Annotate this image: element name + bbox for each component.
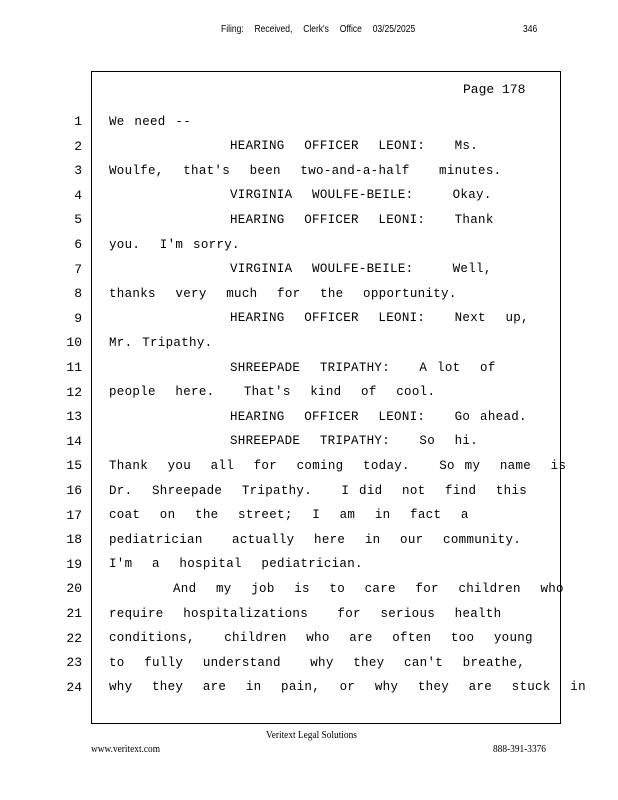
transcript-line: I'm a hospital pediatrician. — [109, 557, 363, 572]
line-number: 24 — [66, 679, 82, 695]
sheet-number: 346 — [523, 24, 538, 35]
transcript-line: HEARING OFFICER LEONI: Go ahead. — [230, 409, 527, 424]
line-number: 23 — [66, 655, 82, 671]
transcript-line: SHREEPADE TRIPATHY: So hi. — [230, 434, 479, 449]
transcript-line: why they are in pain, or why they are stuck in — [109, 680, 586, 695]
transcript-line: Woulfe, that's been two-and-a-half minutes. — [109, 163, 502, 178]
transcript-line: HEARING OFFICER LEONI: Ms. — [230, 139, 479, 154]
line-number: 2 — [74, 138, 82, 154]
clerks-label: Clerk's — [303, 24, 329, 35]
line-number: 6 — [74, 237, 82, 252]
line-number: 19 — [66, 556, 82, 572]
line-number: 7 — [74, 261, 82, 277]
footer-phone: 888-391-3376 — [493, 743, 546, 755]
received-label: Received, — [254, 24, 293, 35]
line-number: 16 — [66, 483, 82, 498]
line-number: 13 — [66, 409, 82, 425]
line-number: 12 — [66, 384, 82, 400]
transcript-line: people here. That's kind of cool. — [109, 385, 436, 400]
line-number: 18 — [66, 532, 82, 548]
transcript-line: SHREEPADE TRIPATHY: A lot of — [230, 360, 496, 375]
line-number: 3 — [74, 163, 82, 179]
filing-date: 03/25/2025 — [372, 24, 416, 35]
transcript-line: Thank you all for coming today. So my name is — [109, 458, 567, 473]
line-number: 11 — [66, 360, 82, 375]
transcript-line: We need -- — [109, 114, 192, 129]
transcript-line: thanks very much for the opportunity. — [109, 286, 457, 301]
transcript-line: pediatrician actually here in our community. — [109, 532, 522, 547]
line-number: 20 — [66, 581, 82, 597]
transcript-line: conditions, children who are often too young — [109, 631, 533, 646]
line-number: 5 — [74, 212, 82, 228]
footer-company: Veritext Legal Solutions — [266, 729, 357, 741]
line-number: 17 — [66, 507, 82, 523]
transcript-line: to fully understand why they can't breathe, — [109, 655, 526, 670]
line-number: 4 — [74, 187, 82, 203]
transcript-line: And my job is to care for children who — [173, 581, 564, 596]
page-label: Page 178 — [463, 82, 526, 97]
transcript-line: require hospitalizations for serious health — [109, 606, 502, 621]
transcript-line: Mr. Tripathy. — [109, 335, 213, 350]
line-number: 14 — [66, 433, 82, 449]
line-number: 9 — [74, 310, 82, 326]
line-number: 10 — [66, 335, 82, 351]
transcript-line: VIRGINIA WOULFE-BEILE: Well, — [230, 262, 492, 277]
line-number: 22 — [66, 630, 82, 646]
filing-label: Filing: — [221, 24, 244, 35]
line-number: 15 — [66, 458, 82, 474]
line-number: 1 — [74, 114, 82, 129]
transcript-line: coat on the street; I am in fact a — [109, 508, 469, 523]
line-number: 8 — [74, 286, 82, 302]
transcript-line: you. I'm sorry. — [109, 237, 240, 252]
transcript-line: HEARING OFFICER LEONI: Next up, — [230, 311, 529, 326]
transcript-line: VIRGINIA WOULFE-BEILE: Okay. — [230, 188, 492, 203]
office-label: Office — [339, 24, 362, 35]
transcript-line: HEARING OFFICER LEONI: Thank — [230, 212, 494, 227]
transcript-line: Dr. Shreepade Tripathy. I did not find this — [109, 483, 528, 498]
footer-website: www.veritext.com — [91, 743, 160, 755]
line-number: 21 — [66, 606, 82, 621]
filing-stamp — [221, 24, 424, 35]
